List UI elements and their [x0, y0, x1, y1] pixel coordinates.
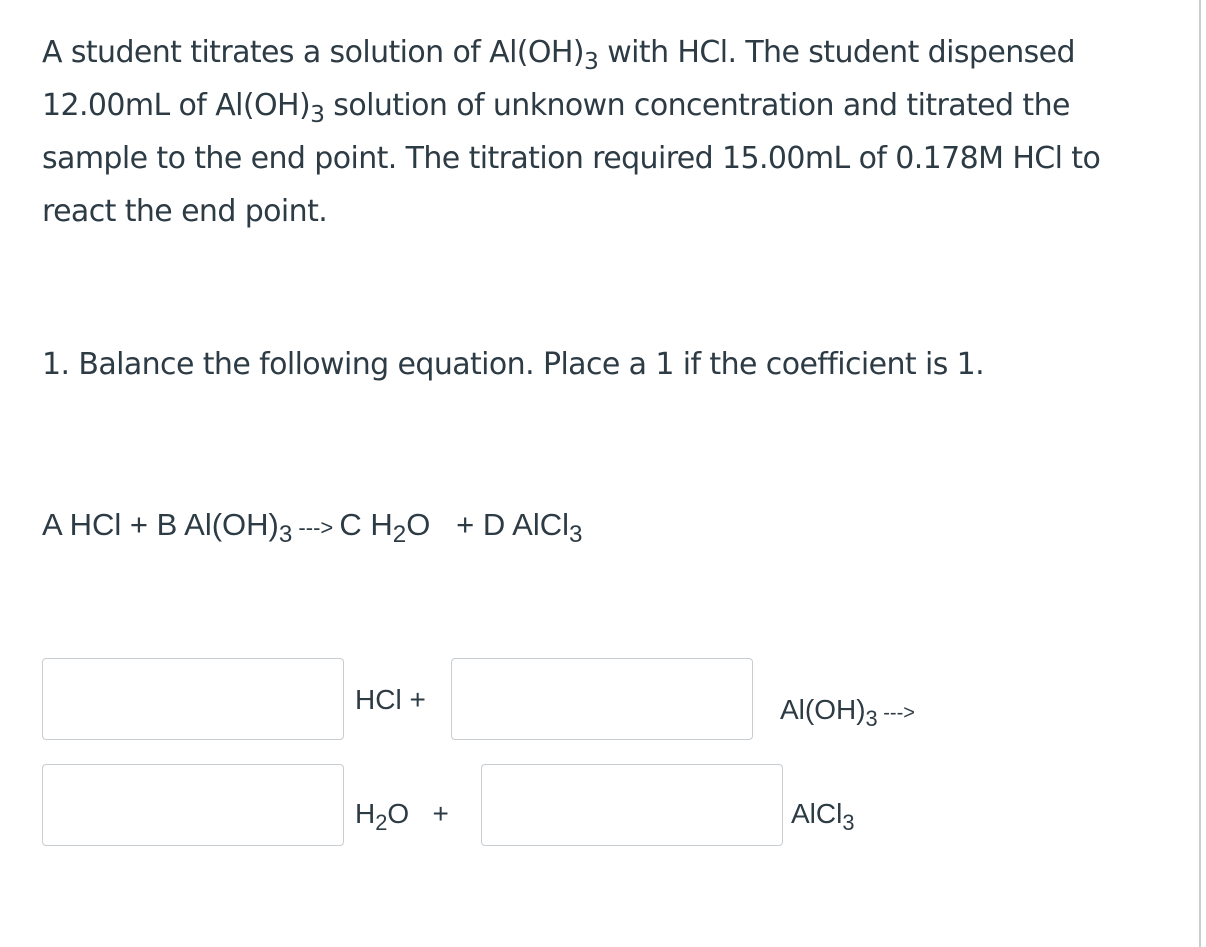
coefficient-a-input[interactable] — [42, 658, 344, 740]
alcl3-main: AlCl — [791, 798, 843, 829]
reaction-arrow: ---> — [877, 702, 915, 724]
chemical-equation — [42, 498, 582, 554]
equation-subscript-2: 2 — [392, 521, 407, 549]
question-text — [42, 26, 1162, 238]
equation-arrow: ---> — [292, 515, 340, 540]
alcl3-subscript: 3 — [842, 809, 855, 835]
aloh3-main: Al(OH) — [780, 694, 866, 725]
h2o-h: H — [355, 798, 376, 829]
hcl-label: HCl + — [355, 684, 426, 715]
h2o-label — [355, 797, 449, 835]
coefficient-b-input[interactable] — [451, 658, 753, 740]
equation-subscript-1: 3 — [278, 521, 293, 549]
alcl3-label — [791, 797, 855, 835]
intro-paragraph — [42, 26, 1162, 238]
intro-subscript-1: 3 — [584, 47, 599, 76]
intro-text-2: with HCl. The student dispensed 12.00mL of Al(OH) — [42, 35, 1075, 123]
equation-part-3: O + D AlCl — [406, 507, 570, 542]
intro-text-1: A student titrates a solution of Al(OH) — [42, 35, 584, 70]
right-border — [1199, 0, 1201, 947]
h2o-o-plus: O + — [387, 798, 449, 829]
intro-text-3: solution of unknown concentration and titrated the sample to the end point. The titration required 15.00mL of 0.178M HCl to react the end point. — [42, 88, 1101, 229]
equation-subscript-3: 3 — [569, 521, 583, 549]
question-instruction: 1. Balance the following equation. Place a 1 if the coefficient is 1. — [42, 347, 985, 382]
coefficient-c-input[interactable] — [42, 764, 344, 846]
coefficient-d-input[interactable] — [481, 764, 783, 846]
intro-subscript-2: 3 — [310, 100, 325, 129]
aloh3-subscript: 3 — [865, 705, 878, 731]
equation-part-1: A HCl + B Al(OH) — [42, 507, 279, 542]
aloh3-label — [780, 693, 915, 730]
h2o-subscript: 2 — [375, 809, 388, 835]
equation-part-2: C H — [339, 507, 393, 542]
